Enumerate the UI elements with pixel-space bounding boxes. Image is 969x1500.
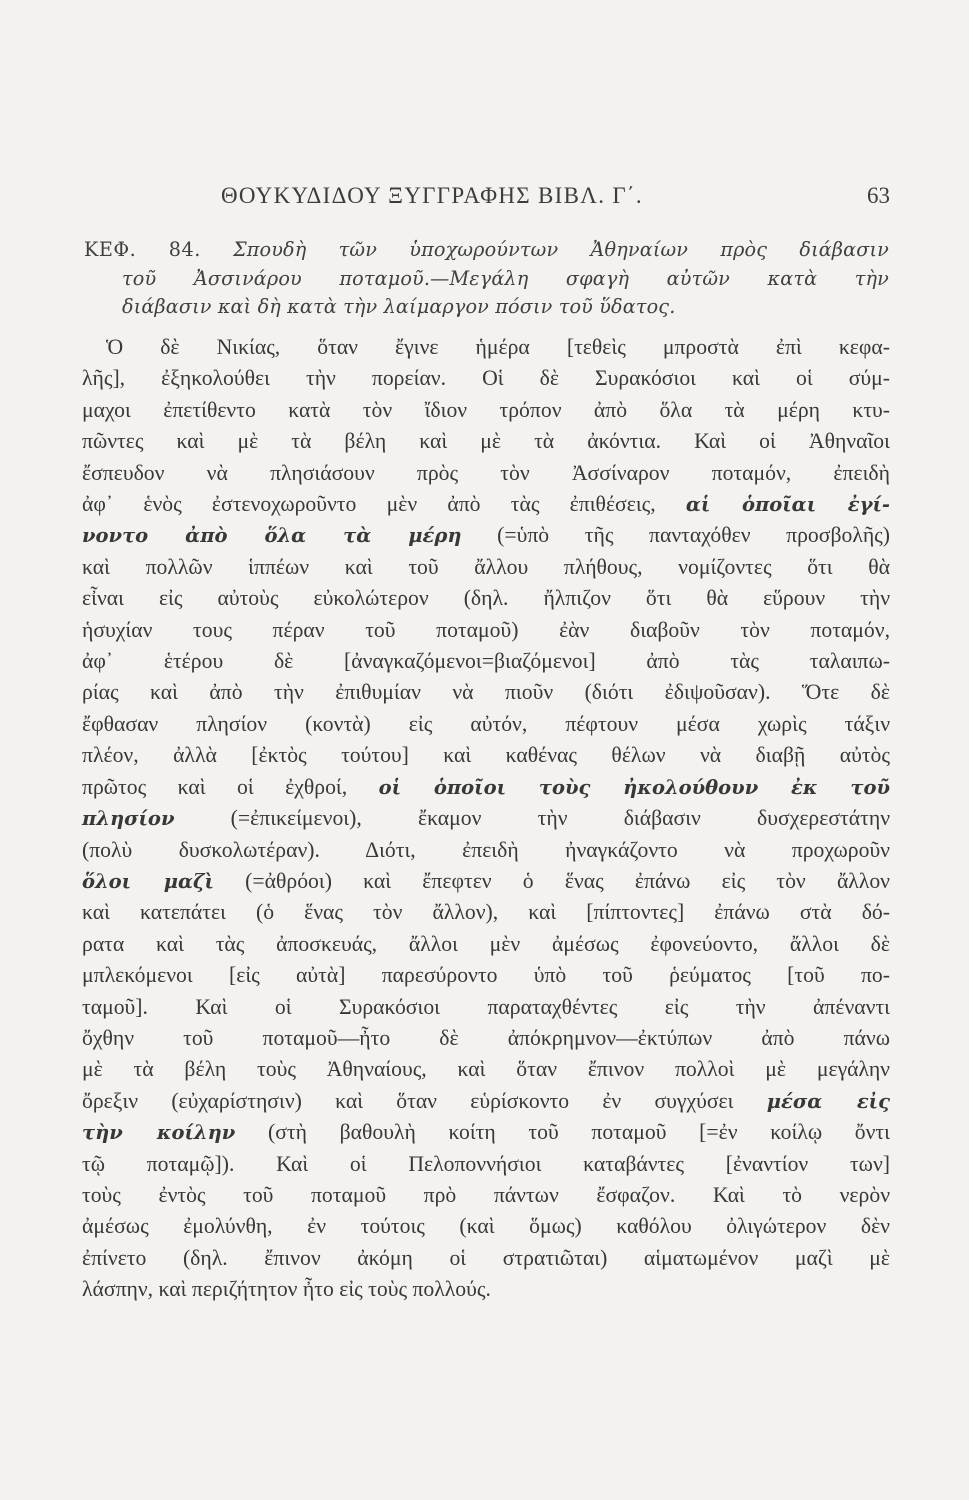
text-line	[82, 332, 890, 363]
emphasized-phrase: μέσα εἰς	[766, 1089, 890, 1113]
text-segment: ἡσυχίαν τους πέραν τοῦ ποταμοῦ) ἐὰν διαβοῦν τὸν ποταμόν,	[82, 617, 890, 642]
text-segment: (=ἐπικείμενοι), ἔκαμον τὴν διάβασιν δυσχερεστάτην	[174, 806, 890, 831]
summary-line	[84, 236, 889, 265]
emphasized-phrase: νοντο ἀπὸ ὅλα τὰ μέρη	[82, 524, 462, 548]
text-line	[82, 709, 890, 740]
text-segment: Ὁ δὲ Νικίας, ὅταν ἔγινε ἡμέρα [τεθεὶς μπροστὰ ἐπὶ κεφα-	[106, 335, 890, 359]
text-segment: (πολὺ δυσκολωτέραν). Διότι, ἐπειδὴ ἠναγκάζοντο νὰ προχωροῦν	[82, 837, 890, 862]
text-line	[82, 740, 890, 771]
emphasized-phrase: τὴν κοίλην	[82, 1121, 236, 1145]
text-line	[82, 1054, 890, 1085]
text-segment: τῷ ποταμῷ]). Καὶ οἱ Πελοποννήσιοι καταβάντες [ἐναντίον των]	[82, 1151, 890, 1176]
text-line	[82, 929, 890, 960]
text-line	[82, 960, 890, 991]
text-segment: πρῶτος καὶ οἱ ἐχθροί,	[82, 774, 379, 799]
text-line	[82, 1243, 890, 1274]
text-line	[82, 520, 890, 551]
text-line	[82, 677, 890, 708]
summary-line: διάβασιν καὶ δὴ κατὰ τὴν λαίμαργον πόσιν τοῦ ὕδατος.	[122, 295, 676, 318]
text-segment: (=ὑπὸ τῆς πανταχόθεν προσβολῆς)	[461, 523, 890, 548]
text-line	[82, 489, 890, 520]
text-segment: λῆς], ἐξηκολούθει τὴν πορείαν. Οἱ δὲ Συρακόσιοι καὶ οἱ σύμ-	[82, 366, 890, 391]
text-segment: μαχοι ἐπετίθεντο κατὰ τὸν ἴδιον τρόπον ἀπὸ ὅλα τὰ μέρη κτυ-	[82, 397, 890, 422]
text-segment: πῶντες καὶ μὲ τὰ βέλη καὶ μὲ τὰ ἀκόντια. Καὶ οἱ Ἀθηναῖοι	[82, 429, 890, 454]
text-segment: ὄρεξιν (εὐχαρίστησιν) καὶ ὅταν εὑρίσκοντο ἐν συγχύσει	[82, 1088, 767, 1113]
text-line	[82, 835, 890, 866]
text-line	[82, 395, 890, 426]
text-segment: καὶ πολλῶν ἱππέων καὶ τοῦ ἄλλου πλήθους, νομίζοντες ὅτι θὰ	[82, 554, 890, 579]
text-segment: (=ἀθρόοι) καὶ ἔπεφτεν ὁ ἕνας ἐπάνω εἰς τὸν ἄλλον	[213, 868, 890, 893]
text-line	[82, 426, 890, 457]
running-head	[80, 183, 890, 213]
text-line	[82, 897, 890, 928]
text-line	[82, 803, 890, 834]
text-segment: μὲ τὰ βέλη τοὺς Ἀθηναίους, καὶ ὅταν ἔπινον πολλοὶ μὲ μεγάλην	[82, 1057, 890, 1082]
text-segment: ρίας καὶ ἀπὸ τὴν ἐπιθυμίαν νὰ πιοῦν (διότι ἐδιψοῦσαν). Ὅτε δὲ	[82, 680, 890, 705]
running-title: ΘΟΥΚΥΔΙΔΟΥ ΞΥΓΓΡΑΦΗΣ ΒΙΒΛ. Γ΄.	[221, 183, 643, 208]
text-segment: ὄχθην τοῦ ποταμοῦ—ἦτο δὲ ἀπόκρημνον—ἐκτύπων ἀπὸ πάνω	[82, 1025, 890, 1050]
text-line	[82, 583, 890, 614]
text-segment: μπλεκόμενοι [εἰς αὐτὰ] παρεσύροντο ὑπὸ τοῦ ῥεύματος [τοῦ πο-	[82, 963, 890, 988]
text-segment: καὶ κατεπάτει (ὁ ἕνας τὸν ἄλλον), καὶ [πίπτοντες] ἐπάνω στὰ δό-	[82, 900, 890, 925]
body-text	[82, 332, 890, 1306]
text-line	[82, 1117, 890, 1148]
text-line	[82, 1211, 890, 1242]
summary-text: Σπουδὴ τῶν ὑποχωρούντων Ἀθηναίων πρὸς διάβασιν	[233, 238, 889, 261]
text-segment: ἀμέσως ἐμολύνθη, ἐν τούτοις (καὶ ὅμως) καθόλου ὀλιγώτερον δὲν	[82, 1214, 890, 1239]
text-segment: ἔσπευδον νὰ πλησιάσουν πρὸς τὸν Ἀσσίναρον ποταμόν, ἐπειδὴ	[82, 460, 890, 485]
chapter-label: ΚΕΦ. 84.	[84, 238, 201, 261]
text-segment: ρατα καὶ τὰς ἀποσκευάς, ἄλλοι μὲν ἀμέσως ἐφονεύοντο, ἄλλοι δὲ	[82, 931, 890, 956]
text-line	[82, 1086, 890, 1117]
text-line	[82, 772, 890, 803]
emphasized-phrase: ὅλοι μαζὶ	[82, 869, 214, 893]
text-segment: εἶναι εἰς αὐτοὺς εὐκολώτερον (δηλ. ἤλπιζον ὅτι θὰ εὕρουν τὴν	[82, 586, 890, 611]
text-segment: ἀφ᾿ ἑτέρου δὲ [ἀναγκαζόμενοι=βιαζόμενοι] ἀπὸ τὰς ταλαιπω-	[82, 649, 890, 674]
text-segment: ἐπίνετο (δηλ. ἔπινον ἀκόμη οἱ στρατιῶται) αἱματωμένον μαζὶ μὲ	[82, 1245, 890, 1270]
text-line	[82, 363, 890, 394]
text-line	[82, 1274, 890, 1305]
text-segment: ἔφθασαν πλησίον (κοντὰ) εἰς αὐτόν, πέφτουν μέσα χωρὶς τάξιν	[82, 711, 890, 736]
text-segment: ταμοῦ]. Καὶ οἱ Συρακόσιοι παραταχθέντες εἰς τὴν ἀπέναντι	[82, 994, 890, 1019]
text-line	[82, 866, 890, 897]
text-segment: ἀφ᾿ ἑνὸς ἐστενοχωροῦντο μὲν ἀπὸ τὰς ἐπιθέσεις,	[82, 492, 686, 517]
text-line	[82, 1149, 890, 1180]
text-segment: (στὴ βαθουλὴ κοίτη τοῦ ποταμοῦ [=ἐν κοίλῳ ὄντι	[235, 1120, 890, 1145]
text-line	[82, 1023, 890, 1054]
text-line	[82, 646, 890, 677]
text-line	[82, 992, 890, 1023]
emphasized-phrase: οἱ ὁποῖοι τοὺς ἠκολούθουν ἐκ τοῦ	[378, 775, 890, 799]
emphasized-phrase: αἱ ὁποῖαι ἐγί-	[685, 493, 890, 517]
summary-line: τοῦ Ἀσσινάρου ποταμοῦ.—Μεγάλη σφαγὴ αὐτῶν κατὰ τὴν	[122, 266, 889, 290]
text-segment: λάσπην, καὶ περιζήτητον ἦτο εἰς τοὺς πολλούς.	[82, 1277, 491, 1302]
text-line	[82, 1180, 890, 1211]
page-number: 63	[867, 183, 890, 208]
emphasized-phrase: πλησίον	[82, 807, 175, 831]
text-segment: πλέον, ἀλλὰ [ἐκτὸς τούτου] καὶ καθένας θέλων νὰ διαβῇ αὐτὸς	[82, 743, 890, 768]
text-line	[82, 458, 890, 489]
text-segment: τοὺς ἐντὸς τοῦ ποταμοῦ πρὸ πάντων ἔσφαζον. Καὶ τὸ νερὸν	[82, 1182, 890, 1207]
text-line	[82, 552, 890, 583]
chapter-summary	[84, 236, 889, 322]
text-line	[82, 615, 890, 646]
